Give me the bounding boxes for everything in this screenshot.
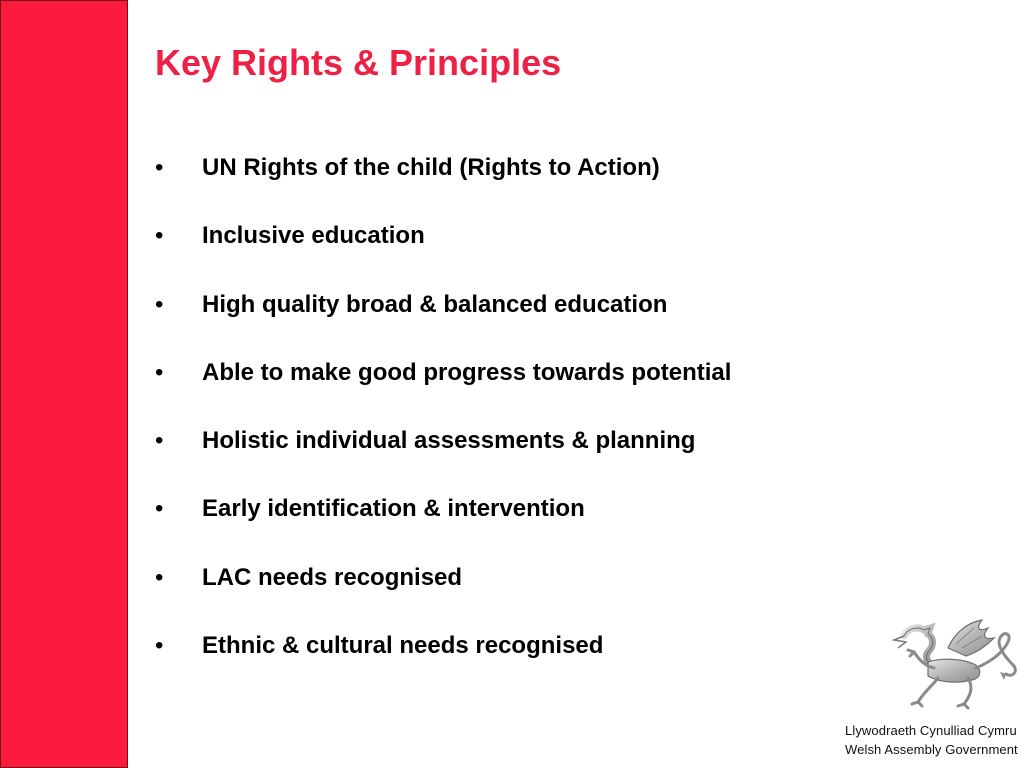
bullet-text: Early identification & intervention <box>202 495 585 523</box>
bullet-text: Holistic individual assessments & planning <box>202 427 696 455</box>
list-item <box>155 357 731 425</box>
bullet-list <box>155 152 731 698</box>
bullet-text: High quality broad & balanced education <box>202 290 668 318</box>
welsh-assembly-government-logo <box>840 618 1020 763</box>
welsh-dragon-icon <box>878 618 1018 714</box>
list-item <box>155 289 731 357</box>
bullet-marker: • <box>155 427 164 455</box>
logo-text-english: Welsh Assembly Government <box>845 742 1018 757</box>
bullet-text: Ethnic & cultural needs recognised <box>202 632 604 660</box>
bullet-text: Able to make good progress towards potential <box>202 358 732 386</box>
list-item <box>155 220 731 288</box>
bullet-marker: • <box>155 290 164 318</box>
bullet-text: UN Rights of the child (Rights to Action) <box>202 154 660 181</box>
bullet-marker: • <box>155 358 164 386</box>
bullet-marker: • <box>155 222 164 250</box>
bullet-marker: • <box>155 154 164 181</box>
red-side-bar <box>0 0 128 768</box>
bullet-marker: • <box>155 632 164 660</box>
slide-title: Key Rights & Principles <box>155 42 562 83</box>
logo-text-welsh: Llywodraeth Cynulliad Cymru <box>845 723 1017 738</box>
bullet-text: Inclusive education <box>202 222 425 250</box>
bullet-text: LAC needs recognised <box>202 563 463 591</box>
list-item <box>155 630 731 698</box>
list-item <box>155 425 731 493</box>
list-item <box>155 562 731 630</box>
list-item <box>155 152 731 220</box>
bullet-marker: • <box>155 495 164 523</box>
list-item <box>155 493 731 561</box>
bullet-marker: • <box>155 563 164 591</box>
